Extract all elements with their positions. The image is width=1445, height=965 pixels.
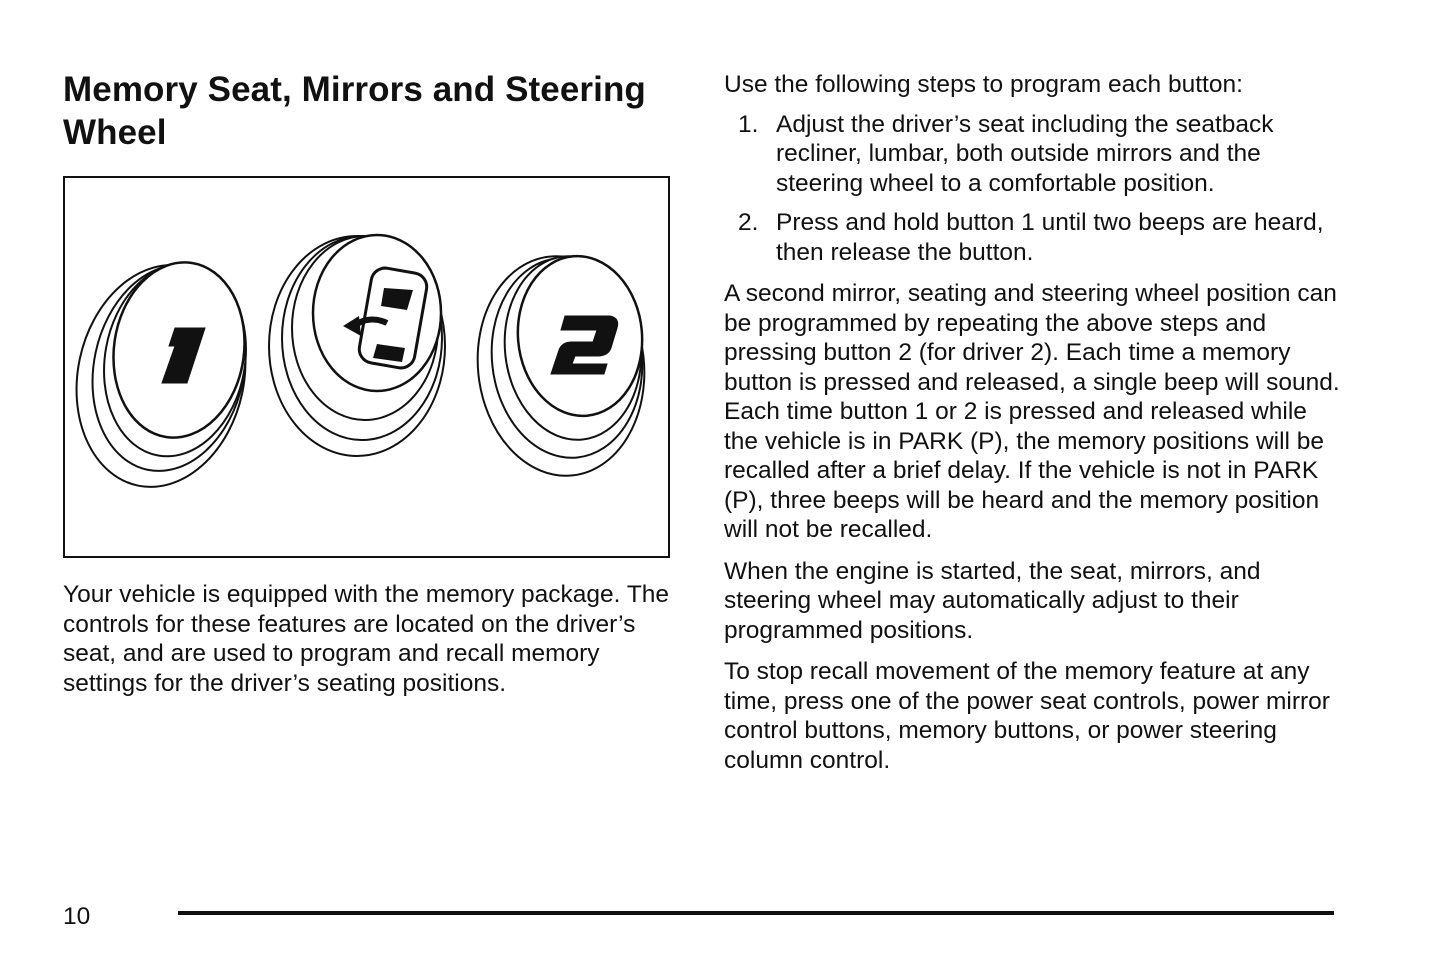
programming-steps-list [724,110,1344,268]
page-number: 10 [63,903,91,930]
intro-paragraph: Your vehicle is equipped with the memory package. The controls for these features are located on the driver’s seat, and are used to program and recall memory settings for the driver’s seating positions. [63,581,670,697]
step-text: Press and hold button 1 until two beeps are heard, then release the button. [776,209,1324,266]
right-column [724,70,1344,787]
step-number: 1. [738,110,759,138]
stop-recall-paragraph: To stop recall movement of the memory feature at any time, press one of the power seat controls, power mirror control buttons, memory buttons, or power steering column control. [724,658,1330,774]
step-number: 2. [738,209,759,236]
second-position-paragraph: A second mirror, seating and steering wheel position can be programmed by repeating the above steps and pressing button 2 (for driver 2). Each time a memory button is pressed and released, a single beep will sound. Each time button 1 or 2 is pressed and released while the vehicle is in PARK (P), the memory positions will be recalled after a brief delay. If the vehicle is not in PARK (P), three beeps will be heard and the memory position will not be recalled. [724,280,1340,543]
list-item [724,208,1344,267]
list-item [724,110,1344,199]
engine-start-paragraph: When the engine is started, the seat, mirrors, and steering wheel may automatically adjust to their programmed positions. [724,557,1261,644]
step-text: Adjust the driver’s seat including the seatback recliner, lumbar, both outside mirrors and the steering wheel to a comfortable position. [776,110,1274,197]
steps-intro: Use the following steps to program each button: [724,71,1243,98]
seat-exit-button [269,235,445,456]
memory-buttons-illustration [63,176,670,558]
left-column [63,68,675,697]
memory-button-2 [467,248,655,484]
section-title: Memory Seat, Mirrors and Steering Wheel [63,70,646,152]
memory-button-1 [65,249,265,503]
footer-divider [178,911,1334,915]
